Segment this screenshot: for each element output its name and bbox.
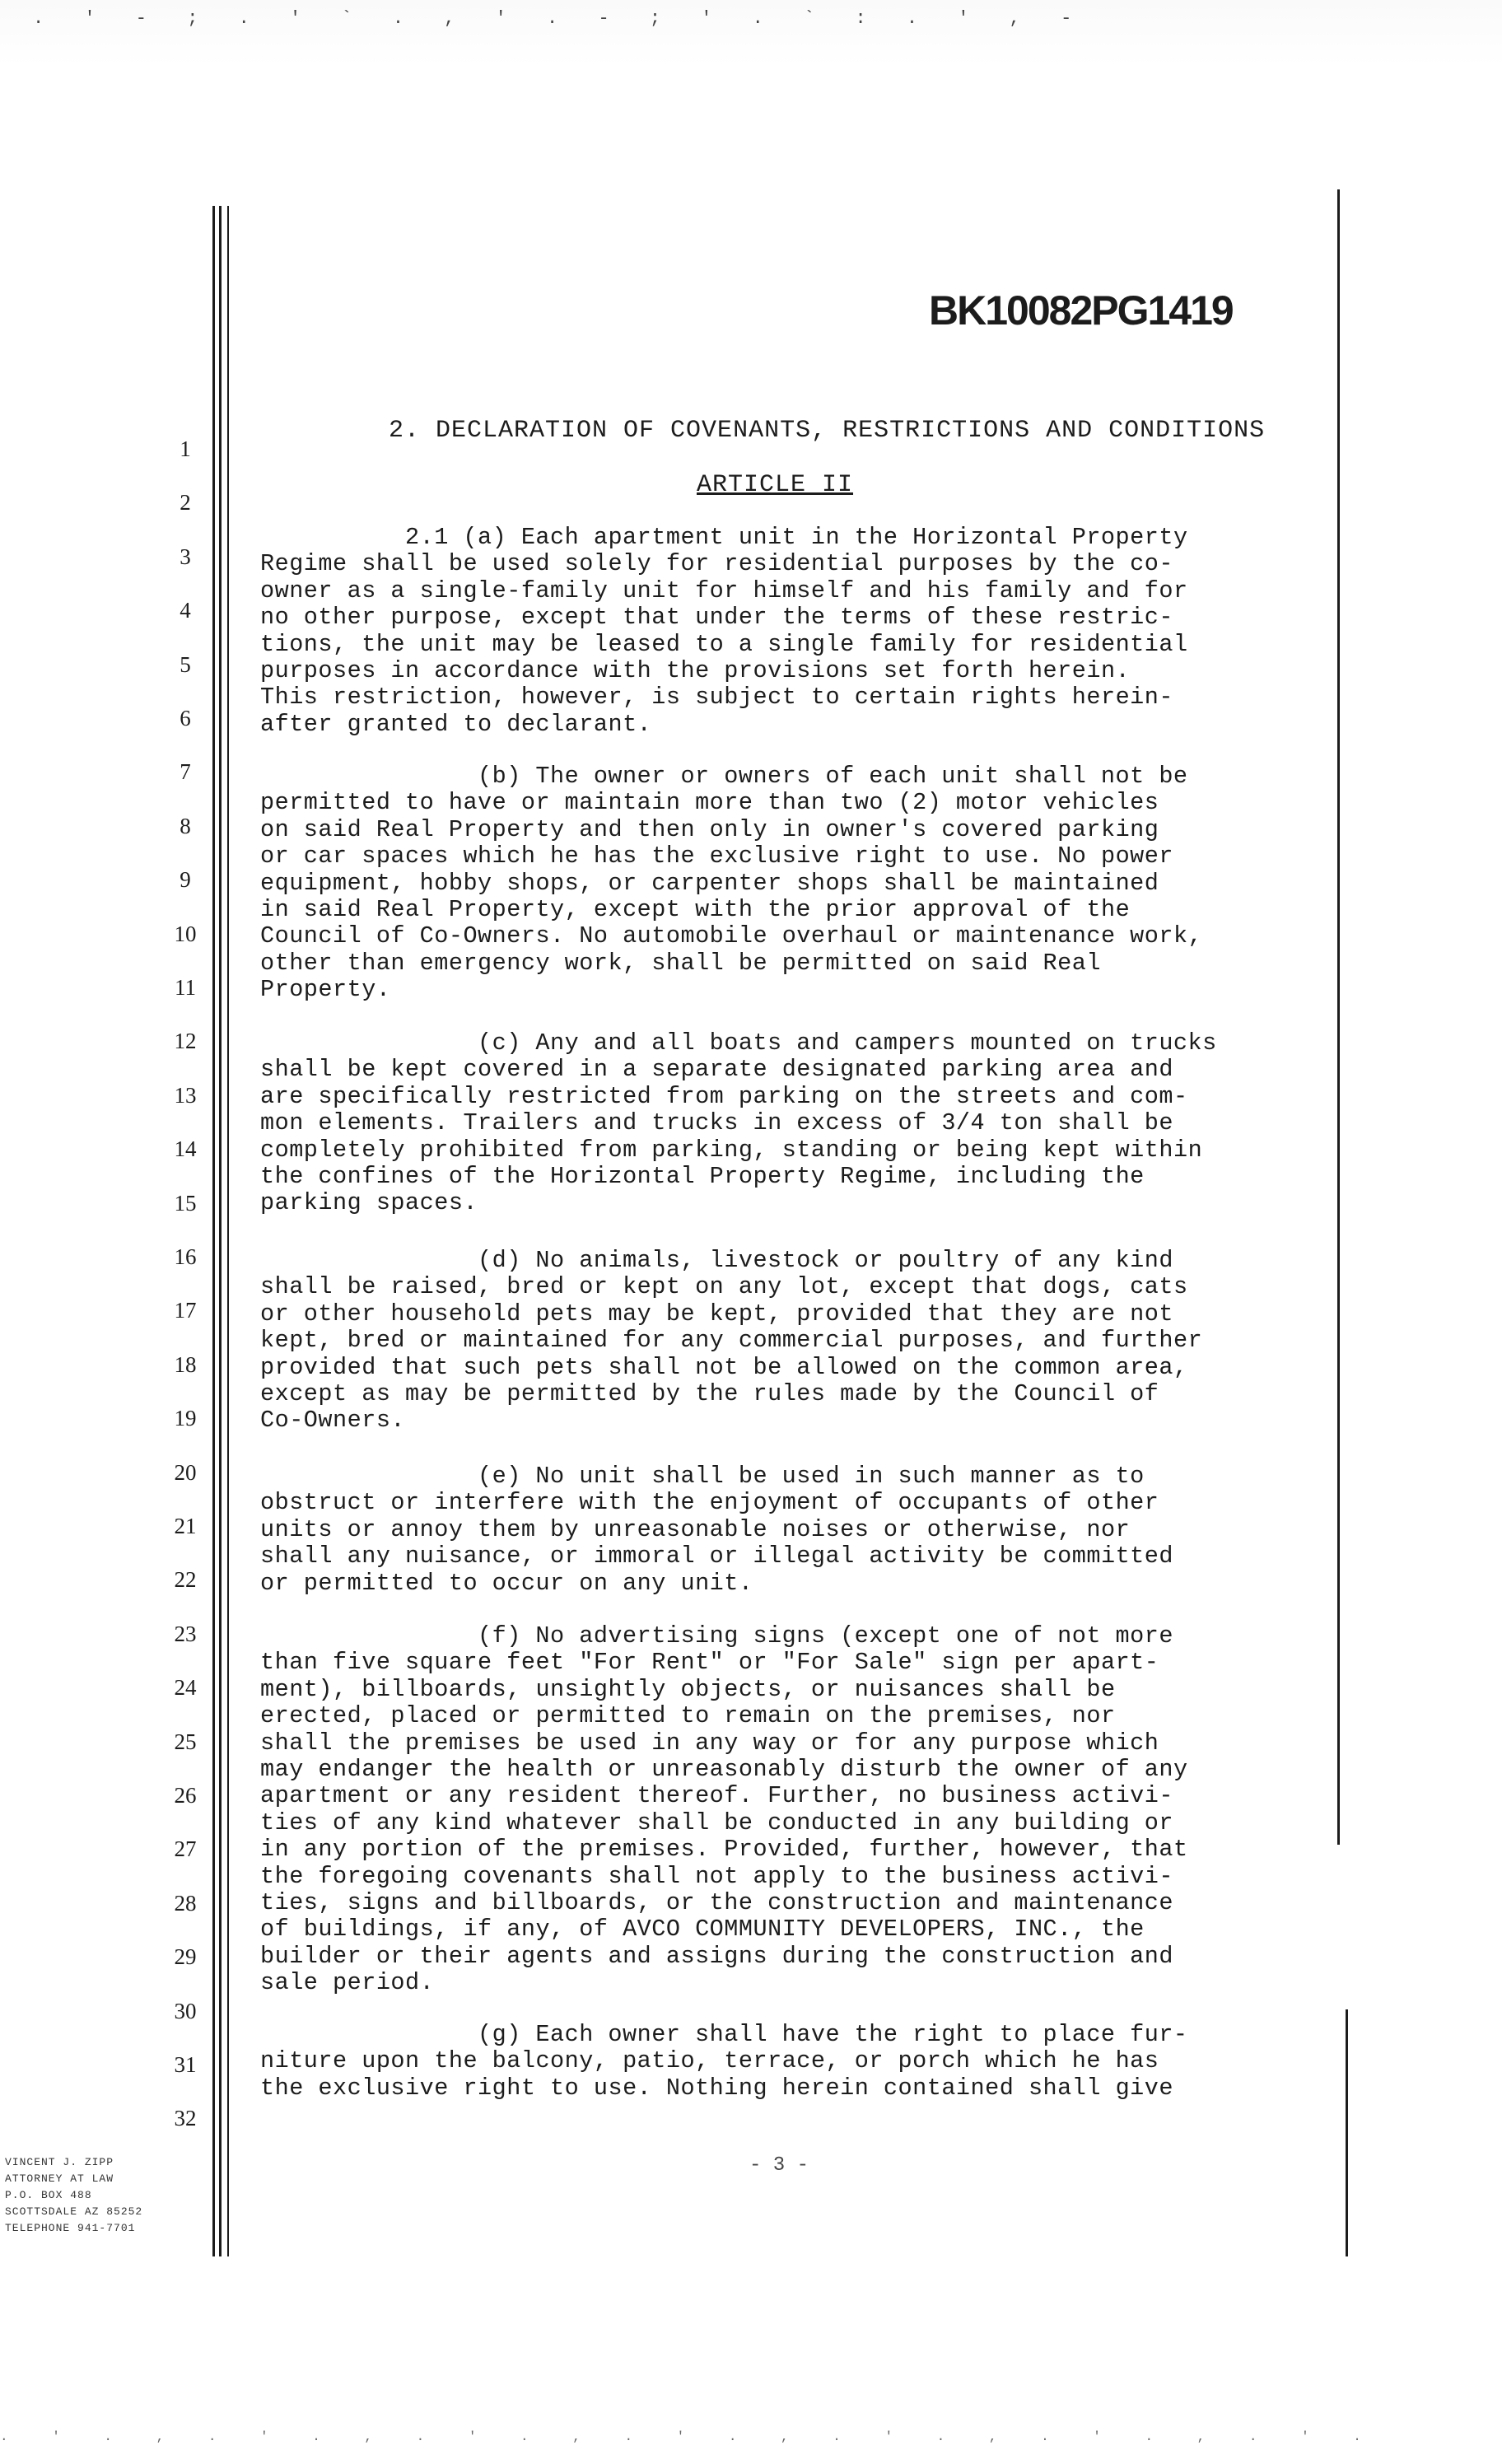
paragraph-line: shall any nuisance, or immoral or illegal activity be committed: [260, 1542, 1173, 1570]
line-number: 18: [174, 1351, 197, 1377]
paragraph-line: mon elements. Trailers and trucks in excess of 3/4 ton shall be: [260, 1109, 1173, 1137]
paragraph-line: (b) The owner or owners of each unit shall not be: [478, 763, 1188, 790]
line-number: 4: [180, 598, 191, 623]
line-number: 15: [174, 1190, 197, 1216]
line-number: 12: [174, 1029, 197, 1054]
line-number: 3: [180, 544, 191, 569]
paragraph-line: purposes in accordance with the provisions set forth herein.: [260, 657, 1131, 684]
line-number: 13: [174, 1082, 197, 1108]
line-number: 17: [174, 1298, 197, 1323]
paragraph-line: ment), billboards, unsightly objects, or nuisances shall be: [260, 1675, 1116, 1703]
margin-rule-outer: [212, 206, 215, 2256]
paragraph-line: no other purpose, except that under the terms of these restric-: [260, 604, 1173, 632]
paragraph-line: of buildings, if any, of AVCO COMMUNITY DEVELOPERS, INC., the: [260, 1916, 1145, 1944]
line-number: 5: [180, 651, 191, 677]
paragraph-line: builder or their agents and assigns during the construction and: [260, 1942, 1173, 1970]
line-number: 14: [174, 1136, 197, 1162]
paragraph-line: This restriction, however, is subject to certain rights herein-: [260, 684, 1173, 712]
paragraph-line: erected, placed or permitted to remain on the premises, nor: [260, 1702, 1116, 1730]
paragraph-line: (g) Each owner shall have the right to place fur-: [478, 2021, 1188, 2048]
line-number: 26: [174, 1783, 197, 1808]
paragraph-line: provided that such pets shall not be allowed on the common area,: [260, 1353, 1188, 1381]
line-number: 10: [174, 921, 197, 946]
line-number: 31: [174, 2052, 197, 2077]
paragraph-line: in said Real Property, except with the prior approval of the: [260, 896, 1131, 923]
paragraph-line: ties of any kind whatever shall be conducted in any building or: [260, 1808, 1173, 1836]
line-number: 2: [180, 490, 191, 516]
line-number: 16: [174, 1244, 197, 1269]
line-number: 21: [174, 1514, 197, 1538]
line-number: 25: [174, 1729, 197, 1754]
paragraph-line: 2.1 (a) Each apartment unit in the Horizontal Property: [405, 524, 1188, 551]
paragraph-line: except as may be permitted by the rules made by the Council of: [260, 1380, 1159, 1407]
paragraph-line: units or annoy them by unreasonable noises or otherwise, nor: [260, 1515, 1131, 1543]
paragraph-line: the exclusive right to use. Nothing herein contained shall give: [260, 2074, 1173, 2102]
paragraph-line: Property.: [260, 976, 391, 1004]
margin-label: VINCENT J. ZIPP: [5, 2156, 114, 2168]
line-number: 20: [174, 1459, 197, 1485]
article-title: ARTICLE II: [697, 471, 854, 499]
paragraph-line: after granted to declarant.: [260, 710, 652, 738]
line-number: 30: [174, 1998, 197, 2023]
paragraph-line: the foregoing covenants shall not apply to the business activi-: [260, 1862, 1173, 1890]
paragraph-line: (f) No advertising signs (except one of not more: [478, 1622, 1173, 1650]
section-heading: 2. DECLARATION OF COVENANTS, RESTRICTIONS AND CONDITIONS: [389, 417, 1266, 445]
paragraph-line: permitted to have or maintain more than two (2) motor vehicles: [260, 789, 1159, 817]
paragraph-line: apartment or any resident thereof. Further, no business activi-: [260, 1782, 1173, 1810]
paragraph-line: equipment, hobby shops, or carpenter shops shall be maintained: [260, 869, 1159, 897]
paragraph-line: other than emergency work, shall be permitted on said Real: [260, 949, 1101, 977]
line-number: 11: [175, 975, 196, 1000]
scan-top-edge: [0, 0, 1502, 66]
paragraph-line: niture upon the balcony, patio, terrace, or porch which he has: [260, 2047, 1159, 2075]
line-number: 28: [174, 1890, 197, 1916]
line-number: 6: [180, 706, 191, 730]
paragraph-line: completely prohibited from parking, standing or being kept within: [260, 1136, 1203, 1164]
paragraph-line: may endanger the health or unreasonably disturb the owner of any: [260, 1756, 1188, 1783]
right-margin-rule: [1337, 189, 1340, 1845]
scan-bottom-edge: . ' . , . ' . , . ' . , . ' . , . ' . , . ' . , . ' .: [0, 2429, 1379, 2444]
line-number: 29: [174, 1944, 197, 1970]
paragraph-line: Council of Co-Owners. No automobile overhaul or maintenance work,: [260, 922, 1203, 950]
paragraph-line: than five square feet "For Rent" or "For Sale" sign per apart-: [260, 1649, 1159, 1677]
paragraph-line: sale period.: [260, 1969, 435, 1997]
scan-noise: . ' - ; . ' ` . , ' . - ; ' . ` : . ' , -: [33, 8, 1087, 29]
line-number: 24: [174, 1675, 197, 1701]
paragraph-line: are specifically restricted from parking on the streets and com-: [260, 1082, 1188, 1110]
line-number: 9: [180, 867, 191, 893]
paragraph-line: the confines of the Horizontal Property Regime, including the: [260, 1163, 1145, 1190]
line-number: 8: [180, 813, 191, 838]
paragraph-line: parking spaces.: [260, 1189, 478, 1217]
line-number: 22: [174, 1567, 197, 1593]
paragraph-line: ties, signs and billboards, or the construction and maintenance: [260, 1889, 1173, 1916]
paragraph-line: or permitted to occur on any unit.: [260, 1569, 753, 1597]
paragraph-line: Regime shall be used solely for residential purposes by the co-: [260, 550, 1173, 578]
line-number: 23: [174, 1621, 197, 1646]
line-number: 19: [174, 1406, 197, 1431]
paragraph-line: in any portion of the premises. Provided, further, however, that: [260, 1836, 1188, 1864]
paragraph-line: owner as a single-family unit for himself and his family and for: [260, 576, 1188, 604]
paragraph-line: (e) No unit shall be used in such manner as to: [478, 1463, 1145, 1490]
right-margin-rule-lower: [1346, 2009, 1348, 2256]
paragraph-line: Co-Owners.: [260, 1407, 406, 1435]
recording-stamp: BK10082PG1419: [929, 287, 1233, 334]
paragraph-line: or other household pets may be kept, provided that they are not: [260, 1300, 1173, 1328]
paragraph-line: tions, the unit may be leased to a single family for residential: [260, 630, 1188, 658]
margin-label: P.O. BOX 488: [5, 2189, 92, 2201]
paragraph-line: obstruct or interfere with the enjoyment of occupants of other: [260, 1489, 1159, 1517]
margin-label: SCOTTSDALE AZ 85252: [5, 2205, 143, 2218]
line-number: 32: [174, 2106, 197, 2131]
paragraph-line: kept, bred or maintained for any commercial purposes, and further: [260, 1327, 1203, 1355]
line-number: 7: [180, 759, 191, 785]
paragraph-line: shall the premises be used in any way or for any purpose which: [260, 1729, 1159, 1757]
margin-rule-inner: [219, 206, 222, 2256]
margin-rule-right: [227, 206, 229, 2256]
margin-label: ATTORNEY AT LAW: [5, 2172, 114, 2185]
paragraph-line: or car spaces which he has the exclusive right to use. No power: [260, 842, 1173, 870]
paragraph-line: (d) No animals, livestock or poultry of any kind: [478, 1247, 1173, 1274]
margin-label: TELEPHONE 941-7701: [5, 2222, 136, 2234]
line-number: 27: [174, 1836, 197, 1862]
paragraph-line: (c) Any and all boats and campers mounted on trucks: [478, 1029, 1217, 1057]
paragraph-line: shall be kept covered in a separate designated parking area and: [260, 1056, 1173, 1084]
paragraph-line: on said Real Property and then only in owner's covered parking: [260, 815, 1159, 843]
paragraph-line: shall be raised, bred or kept on any lot, except that dogs, cats: [260, 1273, 1188, 1301]
line-number: 1: [180, 436, 191, 461]
page-number: - 3 -: [749, 2154, 809, 2177]
